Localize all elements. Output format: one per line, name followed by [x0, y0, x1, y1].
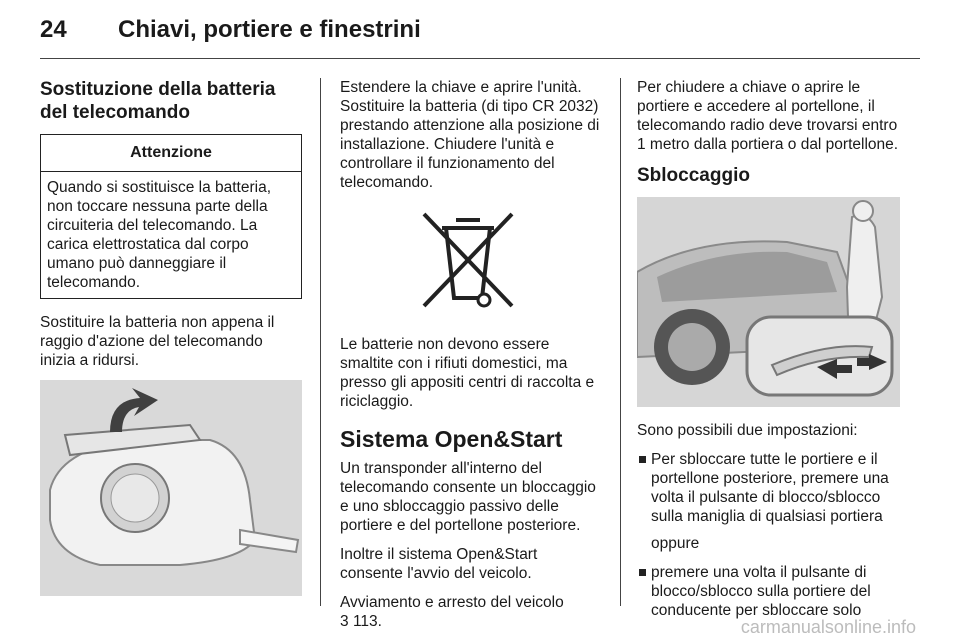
- column-3: [637, 78, 902, 628]
- reference-page: 113.: [352, 613, 382, 630]
- bullet-square-icon: [639, 569, 646, 576]
- paragraph: Inoltre il sistema Open&Start consente l'avvio del veicolo.: [340, 546, 538, 582]
- reference-text: Avviamento e arresto del veicolo: [340, 594, 564, 611]
- warning-body: Quando si sostituisce la batteria, non toccare nessuna parte della circuiteria del telecomando. La carica elettrostatica dal corpo umano può danneggiare il telecomando.: [47, 179, 272, 291]
- section-heading: Sistema Open&Start: [340, 426, 563, 452]
- bullet-list: [637, 450, 902, 526]
- column-divider: [620, 78, 621, 606]
- watermark: carmanualsonline.info: [740, 617, 916, 637]
- reference-arrow: 3: [340, 613, 349, 630]
- list-item: [637, 563, 902, 620]
- paragraph: Sostituire la batteria non appena il raggio d'azione del telecomando inizia a ridursi.: [40, 314, 275, 369]
- section-heading: Sbloccaggio: [637, 165, 750, 186]
- column-1: [40, 78, 302, 596]
- paragraph: Estendere la chiave e aprire l'unità. Sostituire la batteria (di tipo CR 2032) prestando attenzione alla posizione di installazione. Chiudere l'unità e controllare il funzionamento del telecomando.: [340, 79, 600, 191]
- car-door-unlock-illustration: [637, 197, 900, 407]
- section-heading: Sostituzione della batteria del telecomando: [40, 79, 276, 123]
- list-item-text: premere una volta il pulsante di blocco/sblocco sulla portiere del conducente per sbloccare solo: [651, 564, 871, 619]
- paragraph: Le batterie non devono essere smaltite con i rifiuti domestici, ma presso gli appositi centri di raccolta e riciclaggio.: [340, 336, 595, 410]
- bullet-square-icon: [639, 456, 646, 463]
- warning-title: Attenzione: [41, 135, 301, 172]
- warning-box: [40, 134, 302, 299]
- recycle-bin-crossed-icon: [418, 206, 602, 321]
- column-divider: [320, 78, 321, 606]
- page-header: [40, 16, 920, 50]
- page-title: Chiavi, portiere e finestrini: [118, 16, 421, 43]
- list-item-text: Per sbloccare tutte le portiere e il portellone posteriore, premere una volta il pulsante di blocco/sblocco sulla maniglia di qualsiasi portiera: [651, 451, 889, 525]
- header-rule: [40, 58, 920, 59]
- list-item: [637, 450, 902, 526]
- paragraph: Sono possibili due impostazioni:: [637, 422, 858, 439]
- paragraph: Per chiudere a chiave o aprire le portiere e accedere al portellone, il telecomando radio deve trovarsi entro 1 metro dalla portiera o dal portellone.: [637, 79, 899, 153]
- oppure-text: oppure: [651, 535, 700, 552]
- column-2: [340, 78, 602, 631]
- paragraph: Un transponder all'interno del telecomando consente un bloccaggio e uno sbloccaggio passivo delle portiere e del portellone posteriore.: [340, 460, 596, 534]
- page-number: 24: [40, 16, 67, 43]
- cross-reference: [340, 593, 602, 631]
- bullet-list: [637, 563, 902, 620]
- key-battery-illustration: [40, 380, 302, 596]
